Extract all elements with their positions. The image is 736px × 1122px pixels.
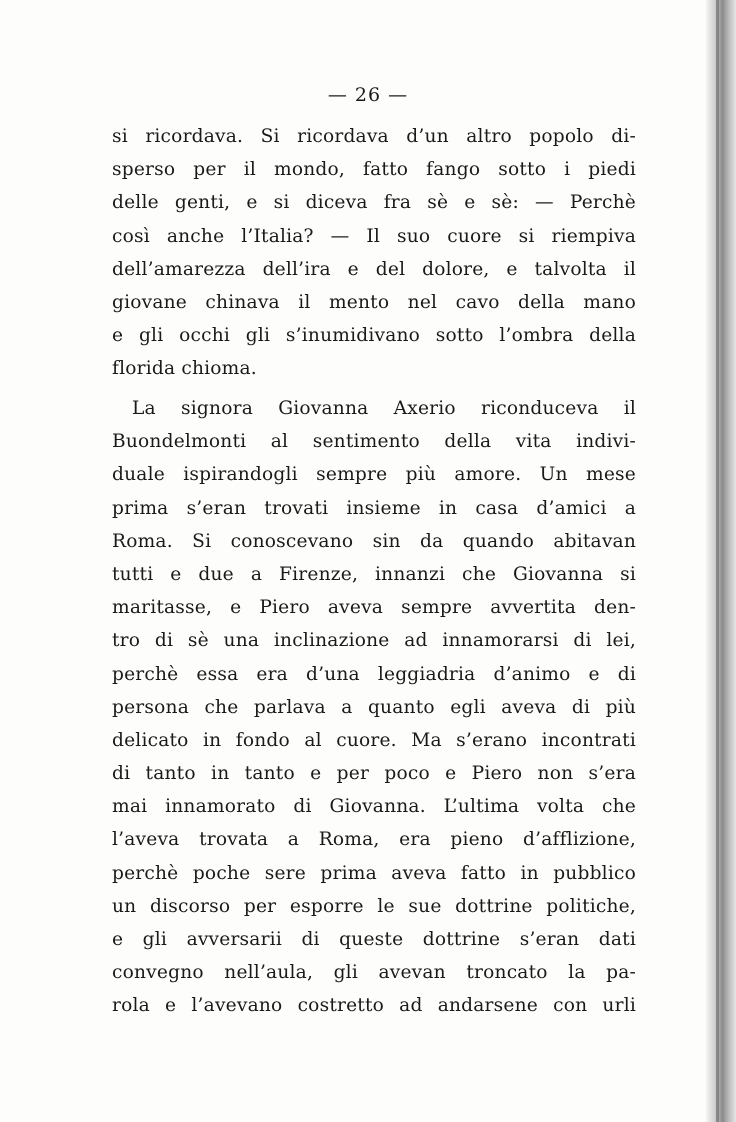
paragraph-2 [112, 392, 636, 1023]
text-line: perchè poche sere prima aveva fatto in pubblico [112, 862, 636, 884]
text-line: Roma. Si conoscevano sin da quando abitavan [112, 530, 636, 552]
text-line: e gli avversarii di queste dottrine s’eran dati [112, 929, 636, 950]
text-line: delicato in fondo al cuore. Ma s’erano incontrati [112, 729, 636, 751]
text-line: un discorso per esporre le sue dottrine politiche, [112, 895, 636, 917]
text-line: maritasse, e Piero aveva sempre avvertita den- [112, 597, 636, 619]
page-edge-shadow [706, 0, 736, 1122]
text-line: duale ispirandogli sempre più amore. Un mese [112, 464, 636, 486]
text-line: delle genti, e si diceva fra sè e sè: — Perchè [112, 192, 636, 214]
page-number: — 26 — [327, 84, 409, 106]
text-line: persona che parlava a quanto egli aveva di più [112, 696, 636, 718]
text-line: giovane chinava il mento nel cavo della mano [112, 291, 636, 313]
text-line: tro di sè una inclinazione ad innamorarsi di lei, [112, 630, 636, 652]
text-line: rola e l’avevano costretto ad andarsene con urli [112, 995, 636, 1017]
text-line: La signora Giovanna Axerio riconduceva il [132, 398, 636, 419]
text-line: e gli occhi gli s’inumidivano sotto l’ombra della [112, 325, 636, 347]
text-line: così anche l’Italia? — Il suo cuore si riempiva [112, 225, 636, 247]
text-line: di tanto in tanto e per poco e Piero non s’era [112, 763, 636, 785]
text-line: Buondelmonti al sentimento della vita indivi- [112, 431, 636, 453]
text-line: si ricordava. Si ricordava d’un altro popolo di- [112, 126, 636, 147]
text-line: sperso per il mondo, fatto fango sotto i piedi [112, 159, 636, 181]
text-line: dell’amarezza dell’ira e del dolore, e talvolta il [112, 258, 636, 280]
text-line: mai innamorato di Giovanna. L’ultima volta che [112, 796, 636, 818]
text-line: l’aveva trovata a Roma, era pieno d’afflizione, [112, 829, 636, 851]
text-line: perchè essa era d’una leggiadria d’animo e di [112, 663, 636, 685]
text-line: florida chioma. [112, 358, 257, 380]
text-line: convegno nell’aula, gli avevan troncato la pa- [112, 962, 636, 984]
text-line: prima s’eran trovati insieme in casa d’amici a [112, 497, 636, 519]
paragraph-1 [112, 120, 636, 386]
text-line: tutti e due a Firenze, innanzi che Giovanna si [112, 563, 636, 585]
